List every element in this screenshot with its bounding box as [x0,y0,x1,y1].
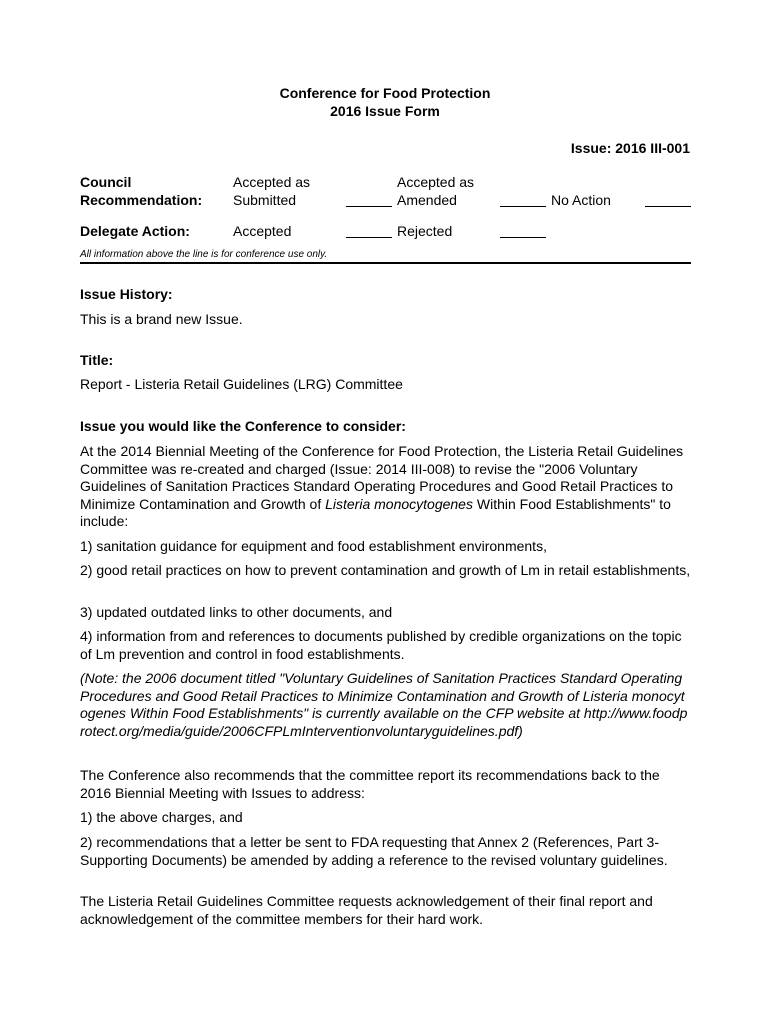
issue-intro [80,443,692,531]
recommendation-item-2: 2) recommendations that a letter be sent to FDA requesting that Annex 2 (References, Part 3-Supporting Documents) be amended by adding a reference to the revised voluntary guidelines. [80,834,668,868]
accepted-amended-blank[interactable] [500,194,546,207]
accepted-amended-line1: Accepted as [397,174,475,190]
issue-history-heading: Issue History: [80,286,173,302]
form-title: Conference for Food Protection [279,85,491,101]
council-label-line2: Recommendation: [80,192,203,208]
accepted-submitted-line1: Accepted as [233,174,311,190]
form-subtitle: 2016 Issue Form [330,103,440,119]
issue-history-text: This is a brand new Issue. [80,311,243,327]
issue-intro-organism: Listeria monocytogenes [325,495,473,512]
council-label-line1: Council [80,174,132,190]
charge-item-3: 3) updated outdated links to other documents, and [80,604,393,620]
no-action-blank[interactable] [645,194,691,207]
charge-item-1: 1) sanitation guidance for equipment and food establishment environments, [80,538,547,554]
issue-intro-text: At the 2014 Biennial Meeting of the Conference for Food Protection, the Listeria Retail Guidelines Committee was re-created and charged (Issue: 2014 III-008) to revise the "2006 Voluntary Guidelines of Sanitation Practices Standard Operating Procedures and Good Retail Practices to Minimize Contamination and Growth of [80,443,684,512]
divider-line [80,262,691,264]
accepted-amended-line2: Amended [397,192,457,208]
accepted-submitted-line2: Submitted [233,192,297,208]
closing-text: The Listeria Retail Guidelines Committee requests acknowledgement of their final report and acknowledgement of the committee members for their hard work. [80,893,653,927]
conference-use-note: All information above the line is for conference use only. [80,249,328,260]
delegate-rejected-label: Rejected [397,223,453,239]
recommendation-text: The Conference also recommends that the committee report its recommendations back to the 2016 Biennial Meeting with Issues to address: [80,767,660,801]
delegate-accepted-blank[interactable] [346,225,392,238]
delegate-accepted-label: Accepted [233,223,292,239]
delegate-rejected-blank[interactable] [500,225,546,238]
issue-number: Issue: 2016 III-001 [570,140,690,156]
issue-heading: Issue you would like the Conference to consider: [80,418,406,434]
delegate-label: Delegate Action: [80,223,190,239]
charge-item-4: 4) information from and references to documents published by credible organizations on the topic of Lm prevention and control in food establishments. [80,628,682,662]
accepted-submitted-blank[interactable] [346,194,392,207]
title-text: Report - Listeria Retail Guidelines (LRG) Committee [80,376,403,392]
guideline-note: (Note: the 2006 document titled "Voluntary Guidelines of Sanitation Practices Standard Operating Procedures and Good Retail Practices to Minimize Contamination and Growth of Listeria monocytogenes Within Food Establishments" is currently available on the CFP website at http://www.foodprotect.org/media/guide/2006CFPLmInterventionvoluntaryguidelines.pdf) [80,670,688,739]
title-heading: Title: [80,352,114,368]
charge-item-2: 2) good retail practices on how to prevent contamination and growth of Lm in retail establishments, [80,562,691,578]
recommendation-item-1: 1) the above charges, and [80,809,243,825]
no-action-label: No Action [551,192,611,208]
issue-intro-text-end: Within Food Establishments" to include: [80,495,671,529]
